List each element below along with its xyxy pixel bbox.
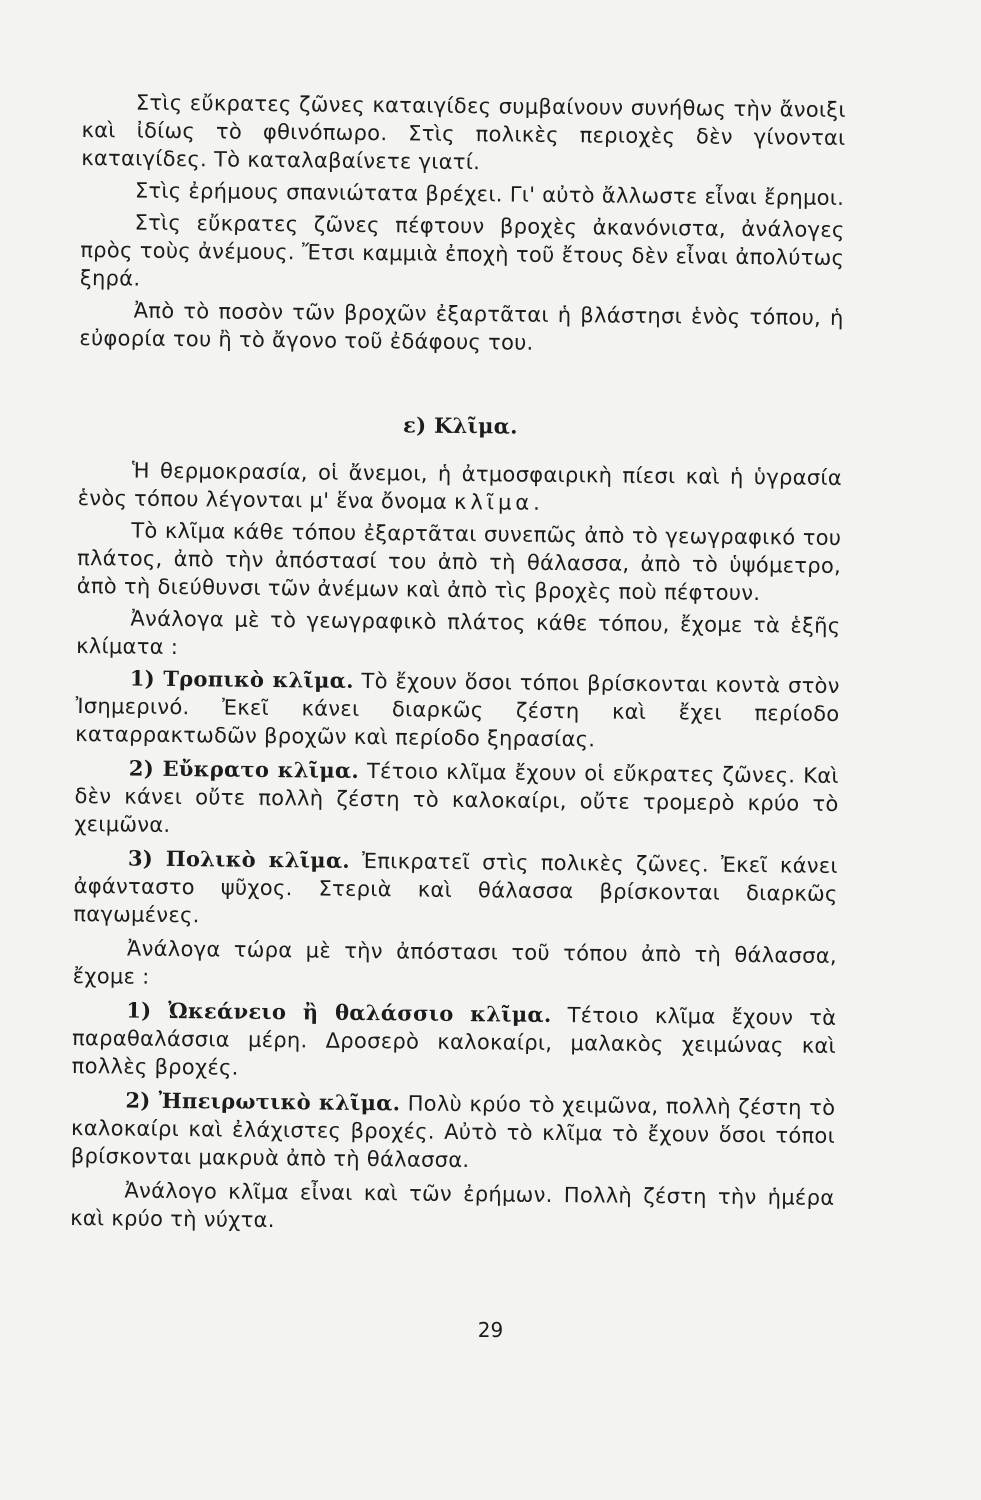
paragraph-deserts: Στὶς ἐρήμους σπανιώτατα βρέχει. Γι' αὐτὸ ἄλλωστε εἶναι ἔρημοι. [134,178,845,210]
paragraph-latitude-intro: Ἀνάλογα μὲ τὸ γεωγραφικὸ πλάτος κάθε τόπου, ἔχομε τὰ ἑξῆς κλίματα : [76,606,841,660]
paragraph-rain-vegetation: Ἀπὸ τὸ ποσὸν τῶν βροχῶν ἐξαρτᾶται ἡ βλάστησι ἑνὸς τόπου, ἡ εὐφορία του ἢ τὸ ἄγονο τοῦ ἐδάφους του. [79,298,844,355]
item-text: Ἐπικρατεῖ στὶς πολικὲς ζῶνες. Ἐκεῖ κάνει ἀφάνταστο ψῦχος. Στεριὰ καὶ θάλασσα βρίσκονται διαρκῶς παγωμένες. [73,848,839,928]
item-text: Τὸ ἔχουν ὅσοι τόποι βρίσκονται κοντὰ στὸν Ἰσημερινό. Ἐκεῖ κάνει διαρκῶς ζέστη καὶ ἔχει περίοδο καταρρακτωδῶν βροχῶν καὶ περίοδο ξηρασίας. [75,668,840,752]
item-text: Τέτοιο κλῖμα ἔχουν τὰ παραθαλάσσια μέρη. Δροσερὸ καλοκαίρι, μαλακὸς χειμώνας καὶ πολλὲς βροχές. [71,1003,837,1080]
list-item-continental [71,1086,836,1178]
page-text [70,88,846,1240]
paragraph-desert-climate: Ἀνάλογο κλῖμα εἶναι καὶ τῶν ἐρήμων. Πολλὴ ζέστη τὴν ἡμέρα καὶ κρύο τὴ νύχτα. [70,1178,835,1233]
paragraph-climate-definition [78,456,843,520]
item-text: Τέτοιο κλῖμα ἔχουν οἱ εὔκρατες ζῶνες. Καὶ δὲν κάνει οὔτε πολλὴ ζέστη τὸ καλοκαίρι, οὔτε τρομερὸ κρύο τὸ χειμῶνα. [74,759,839,837]
list-item-tropical [75,664,840,756]
item-title: 3) Πολικὸ κλῖμα. [127,845,351,873]
item-text: Πολὺ κρύο τὸ χειμῶνα, πολλὴ ζέστη τὸ καλοκαίρι καὶ ἐλάχιστες βροχές. Αὐτὸ τὸ κλῖμα τὸ ἔχουν ὅσοι τόποι βρίσκονται μακρυὰ ἀπὸ τὴ θάλασσα. [70,1091,836,1173]
paragraph-storms: Στὶς εὔκρατες ζῶνες καταιγίδες συμβαίνουν συνήθως τὴν ἄνοιξι καὶ ἰδίως τὸ φθινόπωρο. Στὶς πολικὲς περιοχὲς δὲν γίνονται καταιγίδες. Τὸ καταλαβαίνετε γιατί. [81,90,846,175]
item-title: 2) Ἠπειρωτικὸ κλῖμα. [125,1087,401,1116]
item-title: 1) Τροπικὸ κλῖμα. [129,665,354,693]
list-item-polar [73,844,838,936]
climate-term: κλῖμα. [453,489,545,515]
paragraph-temperate-rain: Στὶς εὔκρατες ζῶνες πέφτουν βροχὲς ἀκανόνιστα, ἀνάλογες πρὸς τοὺς ἀνέμους. Ἔτσι καμμιὰ ἐποχὴ τοῦ ἔτους δὲν εἶναι ἀπολύτως ξηρά. [79,210,845,291]
paragraph-distance-intro: Ἀνάλογα τώρα μὲ τὴν ἀπόστασι τοῦ τόπου ἀπὸ τὴ θάλασσα, ἔχομε : [72,936,838,989]
section-heading: ε) Κλῖμα. [402,412,518,439]
climate-definition-text: Ἡ θερμοκρασία, οἱ ἄνεμοι, ἡ ἀτμοσφαιρικὴ πίεσι καὶ ἡ ὑγρασία ἑνὸς τόπου λέγονται μ' ἕνα ὄνομα [77,458,843,514]
item-title: 1) Ὠκεάνειο ἢ θαλάσσιο κλῖμα. [126,997,552,1027]
list-item-oceanic [72,996,837,1088]
item-title: 2) Εὔκρατο κλῖμα. [128,755,360,783]
list-item-temperate [74,754,839,846]
paragraph-climate-factors: Τὸ κλῖμα κάθε τόπου ἐξαρτᾶται συνεπῶς ἀπὸ τὸ γεωγραφικό του πλάτος, ἀπὸ τὴν ἀπόστασί του ἀπὸ τὴ θάλασσα, ἀπὸ τὸ ὑψόμετρο, ἀπὸ τὴ διεύθυνσι τῶν ἀνέμων καὶ ἀπὸ τὶς βροχὲς ποὺ πέφτουν. [76,518,842,606]
page-number: 29 [477,1318,504,1342]
